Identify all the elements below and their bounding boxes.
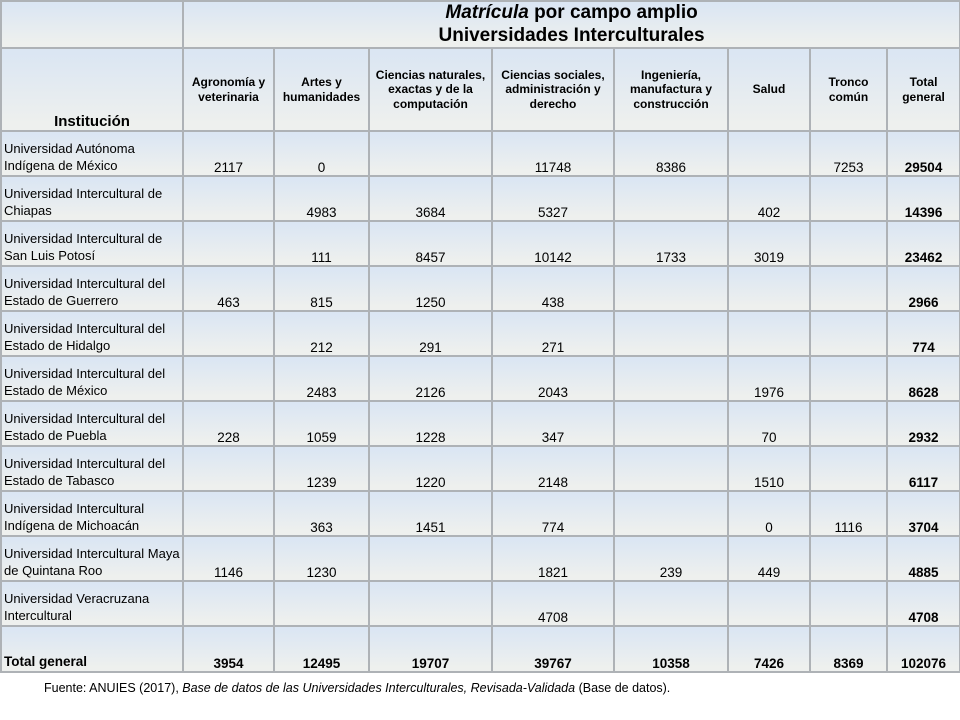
table-row	[1, 176, 960, 221]
value-cell: 363	[274, 491, 369, 536]
institution-name: Universidad Intercultural del Estado de Puebla	[1, 401, 183, 446]
value-cell: 10142	[492, 221, 614, 266]
value-cell: 239	[614, 536, 728, 581]
title-line-2: Universidades Interculturales	[438, 24, 705, 46]
column-header: Salud	[728, 48, 810, 131]
value-cell	[614, 176, 728, 221]
column-header: Agronomía y veterinaria	[183, 48, 274, 131]
value-cell	[810, 356, 887, 401]
value-cell: 1451	[369, 491, 492, 536]
institution-name: Universidad Intercultural Maya de Quintana Roo	[1, 536, 183, 581]
source-citation	[44, 681, 670, 695]
value-cell	[614, 266, 728, 311]
title-word-matricula: Matrícula	[445, 2, 529, 24]
institution-name: Universidad Veracruzana Intercultural	[1, 581, 183, 626]
value-cell	[810, 221, 887, 266]
value-cell: 3954	[183, 626, 274, 672]
column-header: Ciencias naturales, exactas y de la computación	[369, 48, 492, 131]
value-cell: 2148	[492, 446, 614, 491]
value-cell	[728, 131, 810, 176]
value-cell	[728, 266, 810, 311]
value-cell: 1976	[728, 356, 810, 401]
value-cell: 3019	[728, 221, 810, 266]
column-header: Artes y humanidades	[274, 48, 369, 131]
value-cell	[183, 446, 274, 491]
institution-name: Universidad Intercultural de Chiapas	[1, 176, 183, 221]
row-total-cell: 774	[887, 311, 960, 356]
title-line-1	[186, 2, 957, 24]
institution-name: Universidad Intercultural del Estado de Guerrero	[1, 266, 183, 311]
institution-name: Universidad Autónoma Indígena de México	[1, 131, 183, 176]
value-cell	[810, 536, 887, 581]
value-cell: 1146	[183, 536, 274, 581]
value-cell: 1220	[369, 446, 492, 491]
value-cell	[274, 581, 369, 626]
value-cell	[810, 266, 887, 311]
value-cell: 774	[492, 491, 614, 536]
institution-name: Universidad Intercultural del Estado de Tabasco	[1, 446, 183, 491]
value-cell: 0	[274, 131, 369, 176]
row-total-cell: 3704	[887, 491, 960, 536]
value-cell	[614, 491, 728, 536]
value-cell: 438	[492, 266, 614, 311]
row-total-cell: 14396	[887, 176, 960, 221]
value-cell: 1116	[810, 491, 887, 536]
value-cell: 4983	[274, 176, 369, 221]
value-cell: 347	[492, 401, 614, 446]
value-cell: 228	[183, 401, 274, 446]
value-cell	[183, 221, 274, 266]
value-cell: 11748	[492, 131, 614, 176]
value-cell: 8369	[810, 626, 887, 672]
value-cell	[369, 581, 492, 626]
value-cell: 7253	[810, 131, 887, 176]
value-cell: 19707	[369, 626, 492, 672]
value-cell: 10358	[614, 626, 728, 672]
value-cell: 2126	[369, 356, 492, 401]
institution-name: Universidad Intercultural del Estado de México	[1, 356, 183, 401]
institution-name: Universidad Intercultural Indígena de Michoacán	[1, 491, 183, 536]
institution-header: Institución	[1, 48, 183, 131]
row-total-cell: 4885	[887, 536, 960, 581]
value-cell: 1230	[274, 536, 369, 581]
value-cell	[614, 401, 728, 446]
value-cell	[369, 131, 492, 176]
column-header: Total general	[887, 48, 960, 131]
value-cell: 70	[728, 401, 810, 446]
table-body	[1, 131, 960, 672]
row-total-cell: 6117	[887, 446, 960, 491]
table-row	[1, 356, 960, 401]
value-cell	[728, 581, 810, 626]
table-row	[1, 581, 960, 626]
value-cell	[810, 176, 887, 221]
value-cell: 1733	[614, 221, 728, 266]
table-row	[1, 491, 960, 536]
table-row	[1, 221, 960, 266]
title-line-1-rest: por campo amplio	[528, 2, 698, 24]
value-cell: 271	[492, 311, 614, 356]
value-cell: 3684	[369, 176, 492, 221]
value-cell	[183, 491, 274, 536]
value-cell: 463	[183, 266, 274, 311]
value-cell	[369, 536, 492, 581]
value-cell: 1250	[369, 266, 492, 311]
value-cell: 291	[369, 311, 492, 356]
column-header-row	[1, 48, 960, 131]
value-cell	[614, 311, 728, 356]
value-cell: 2117	[183, 131, 274, 176]
value-cell: 111	[274, 221, 369, 266]
table-row	[1, 266, 960, 311]
source-suffix: (Base de datos).	[575, 681, 671, 695]
row-total-cell: 4708	[887, 581, 960, 626]
table-row	[1, 401, 960, 446]
source-prefix: Fuente: ANUIES (2017),	[44, 681, 183, 695]
row-total-cell: 2966	[887, 266, 960, 311]
column-header: Tronco común	[810, 48, 887, 131]
row-total-cell: 29504	[887, 131, 960, 176]
value-cell: 2043	[492, 356, 614, 401]
table-row	[1, 311, 960, 356]
value-cell: 815	[274, 266, 369, 311]
value-cell	[810, 581, 887, 626]
institution-name: Universidad Intercultural del Estado de Hidalgo	[1, 311, 183, 356]
value-cell: 5327	[492, 176, 614, 221]
row-total-cell: 23462	[887, 221, 960, 266]
column-header: Ciencias sociales, administración y derecho	[492, 48, 614, 131]
value-cell	[614, 356, 728, 401]
value-cell: 4708	[492, 581, 614, 626]
row-total-cell: 2932	[887, 401, 960, 446]
institution-name: Universidad Intercultural de San Luis Potosí	[1, 221, 183, 266]
value-cell	[810, 401, 887, 446]
table-row	[1, 131, 960, 176]
value-cell: 0	[728, 491, 810, 536]
value-cell	[183, 356, 274, 401]
value-cell: 2483	[274, 356, 369, 401]
row-total-cell: 8628	[887, 356, 960, 401]
corner-cell	[1, 1, 183, 48]
value-cell: 1510	[728, 446, 810, 491]
value-cell	[614, 446, 728, 491]
table-title	[183, 1, 960, 48]
value-cell	[810, 311, 887, 356]
value-cell: 402	[728, 176, 810, 221]
value-cell: 1239	[274, 446, 369, 491]
column-header: Ingeniería, manufactura y construcción	[614, 48, 728, 131]
row-total-cell: 102076	[887, 626, 960, 672]
institution-name: Total general	[1, 626, 183, 672]
value-cell: 1821	[492, 536, 614, 581]
table-row	[1, 536, 960, 581]
value-cell: 449	[728, 536, 810, 581]
table-row	[1, 446, 960, 491]
total-row	[1, 626, 960, 672]
value-cell: 212	[274, 311, 369, 356]
value-cell: 7426	[728, 626, 810, 672]
value-cell	[614, 581, 728, 626]
title-row	[1, 1, 960, 48]
value-cell: 39767	[492, 626, 614, 672]
value-cell: 8386	[614, 131, 728, 176]
value-cell	[183, 311, 274, 356]
value-cell	[810, 446, 887, 491]
value-cell: 8457	[369, 221, 492, 266]
value-cell: 1228	[369, 401, 492, 446]
value-cell	[183, 581, 274, 626]
value-cell	[183, 176, 274, 221]
value-cell: 12495	[274, 626, 369, 672]
source-title-italic: Base de datos de las Universidades Interculturales, Revisada-Validada	[182, 681, 576, 695]
value-cell: 1059	[274, 401, 369, 446]
value-cell	[728, 311, 810, 356]
